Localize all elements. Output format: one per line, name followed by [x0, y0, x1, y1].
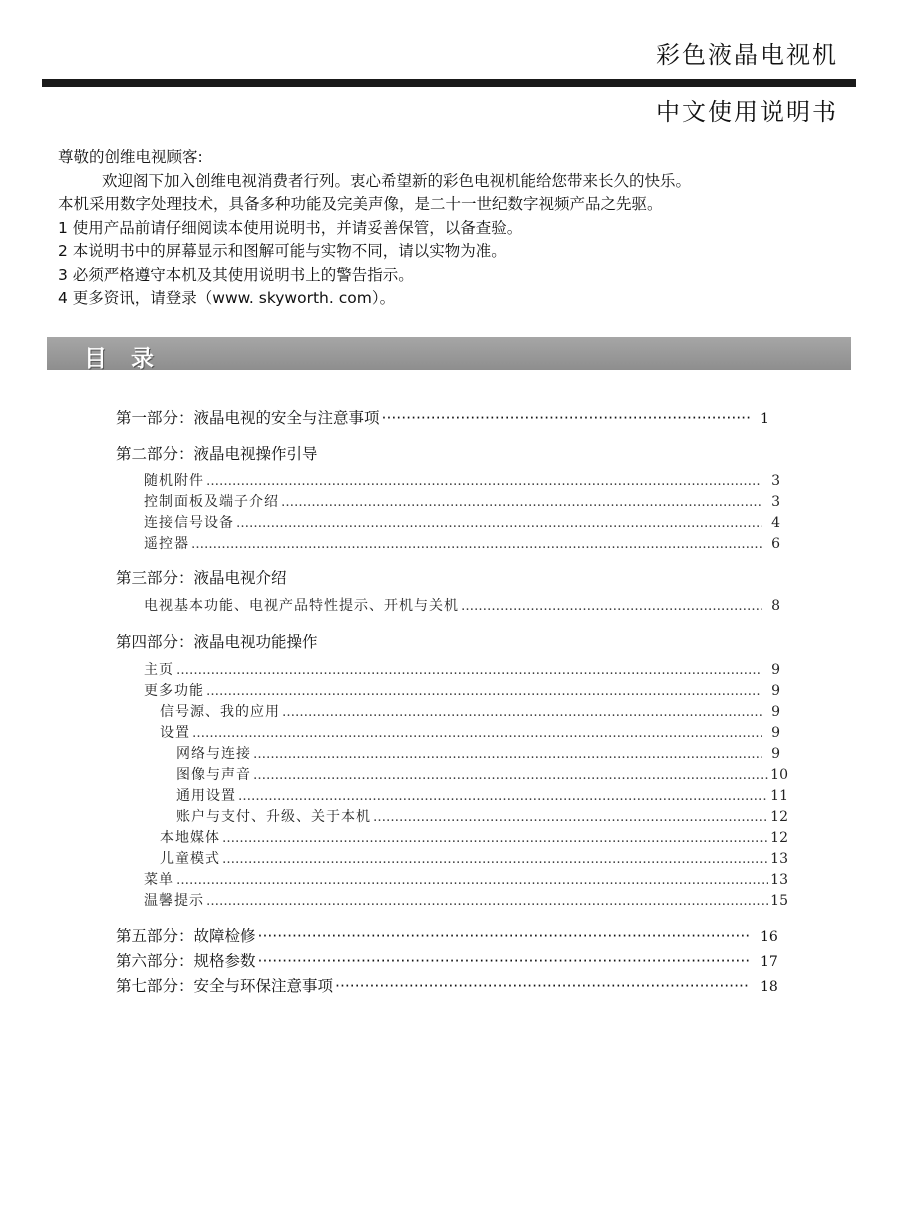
toc-item[interactable] [176, 743, 780, 763]
toc-item-label: 更多功能 [144, 683, 204, 699]
toc-item-page: 13 [770, 872, 788, 888]
toc-item-page: 6 [771, 536, 780, 552]
toc-item[interactable] [144, 470, 780, 490]
toc-item-label: 儿童模式 [160, 851, 220, 867]
toc-part-5-label: 第五部分：故障检修 [116, 927, 256, 945]
toc-part-5[interactable] [116, 924, 786, 946]
toc-item-page: 12 [770, 830, 788, 846]
toc-item-label: 控制面板及端子介绍 [144, 494, 279, 510]
toc-item-page: 4 [771, 515, 780, 531]
greeting: 尊敬的创维电视顾客: [58, 148, 203, 166]
toc-item-page: 3 [771, 494, 780, 510]
toc-leader [253, 747, 762, 762]
toc-banner [47, 337, 851, 370]
toc-part-7[interactable] [116, 974, 786, 996]
toc-item-label: 本地媒体 [160, 830, 220, 846]
toc-item-label: 连接信号设备 [144, 515, 234, 531]
toc-part-3-heading[interactable]: 第三部分：液晶电视介绍 [116, 569, 287, 587]
toc-item-label: 图像与声音 [176, 767, 251, 783]
toc-item-label: 随机附件 [144, 473, 204, 489]
toc-item[interactable] [176, 785, 788, 805]
toc-leader [373, 810, 768, 825]
toc-item-page: 10 [770, 767, 788, 783]
toc-item-page: 9 [771, 725, 780, 741]
toc-item-page: 15 [770, 893, 788, 909]
toc-item-page: 12 [770, 809, 788, 825]
toc-item-page: 11 [770, 788, 788, 804]
toc-item[interactable] [144, 595, 780, 615]
toc-part-6[interactable] [116, 949, 786, 971]
toc-leader [382, 409, 750, 427]
toc-item[interactable] [144, 533, 780, 553]
toc-item[interactable] [160, 701, 780, 721]
toc-item-label: 网络与连接 [176, 746, 251, 762]
toc-item-page: 9 [771, 746, 780, 762]
toc-part-1[interactable] [116, 406, 786, 428]
toc-item-page: 9 [771, 662, 780, 678]
toc-item[interactable] [144, 491, 780, 511]
toc-leader [238, 789, 768, 804]
toc-leader [461, 599, 762, 614]
toc-leader [236, 516, 762, 531]
toc-leader [192, 726, 762, 741]
toc-item[interactable] [144, 659, 780, 679]
toc-part-1-label: 第一部分：液晶电视的安全与注意事项 [116, 409, 380, 427]
toc-leader [222, 852, 768, 867]
note-1: 1 使用产品前请仔细阅读本使用说明书，并请妥善保管，以备查验。 [58, 218, 523, 237]
toc-part-1-page: 1 [760, 411, 769, 427]
toc-part-7-label: 第七部分：安全与环保注意事项 [116, 977, 334, 995]
toc-item-page: 13 [770, 851, 788, 867]
toc-item[interactable] [144, 512, 780, 532]
document-title: 彩色液晶电视机 [656, 41, 838, 69]
toc-leader [176, 663, 762, 678]
toc-item[interactable] [176, 806, 788, 826]
note-4: 4 更多资讯，请登录（www. skyworth. com）。 [58, 289, 396, 307]
toc-item[interactable] [160, 722, 780, 742]
toc-leader [176, 873, 768, 888]
toc-item[interactable] [160, 848, 788, 868]
toc-leader [206, 474, 762, 489]
toc-part-5-page: 16 [760, 929, 778, 945]
toc-item-page: 3 [771, 473, 780, 489]
toc-leader [222, 831, 768, 846]
toc-item-page: 9 [771, 683, 780, 699]
intro-section [58, 146, 858, 311]
toc-part-6-page: 17 [760, 954, 778, 970]
toc-item[interactable] [144, 890, 788, 910]
toc-part-4-heading[interactable]: 第四部分：液晶电视功能操作 [116, 633, 318, 651]
toc-part-2-heading[interactable]: 第二部分：液晶电视操作引导 [116, 445, 318, 463]
tech-text: 本机采用数字处理技术，具备多种功能及完美声像，是二十一世纪数字视频产品之先驱。 [58, 195, 663, 213]
toc-leader [258, 927, 750, 945]
toc-item-page: 9 [771, 704, 780, 720]
toc-part-7-page: 18 [760, 979, 778, 995]
toc-heading: 目 录 [84, 346, 163, 372]
toc-item[interactable] [144, 680, 780, 700]
toc-leader [335, 977, 750, 995]
toc-item-label: 遥控器 [144, 536, 189, 552]
toc-item-label: 通用设置 [176, 788, 236, 804]
toc-leader [281, 495, 762, 510]
toc-item[interactable] [160, 827, 788, 847]
toc-item-label: 信号源、我的应用 [160, 704, 280, 720]
toc-leader [258, 952, 750, 970]
header-divider-bar [42, 79, 856, 87]
toc-item[interactable] [176, 764, 788, 784]
toc-item-label: 设置 [160, 725, 190, 741]
welcome-text: 欢迎阁下加入创维电视消费者行列。衷心希望新的彩色电视机能给您带来长久的快乐。 [102, 171, 692, 190]
toc-item-page: 8 [771, 598, 780, 614]
toc-item-label: 主页 [144, 662, 174, 678]
toc-item-label: 电视基本功能、电视产品特性提示、开机与关机 [144, 598, 459, 614]
document-subtitle: 中文使用说明书 [656, 98, 838, 126]
toc-item-label: 菜单 [144, 872, 174, 888]
toc-leader [206, 684, 762, 699]
note-2: 2 本说明书中的屏幕显示和图解可能与实物不同，请以实物为准。 [58, 242, 507, 260]
note-3: 3 必须严格遵守本机及其使用说明书上的警告指示。 [58, 265, 414, 284]
toc-leader [206, 894, 768, 909]
toc-item-label: 温馨提示 [144, 893, 204, 909]
toc-item[interactable] [144, 869, 788, 889]
toc-part-6-label: 第六部分：规格参数 [116, 952, 256, 970]
toc-leader [282, 705, 762, 720]
toc-leader [253, 768, 768, 783]
toc-item-label: 账户与支付、升级、关于本机 [176, 809, 371, 825]
toc-leader [191, 537, 762, 552]
